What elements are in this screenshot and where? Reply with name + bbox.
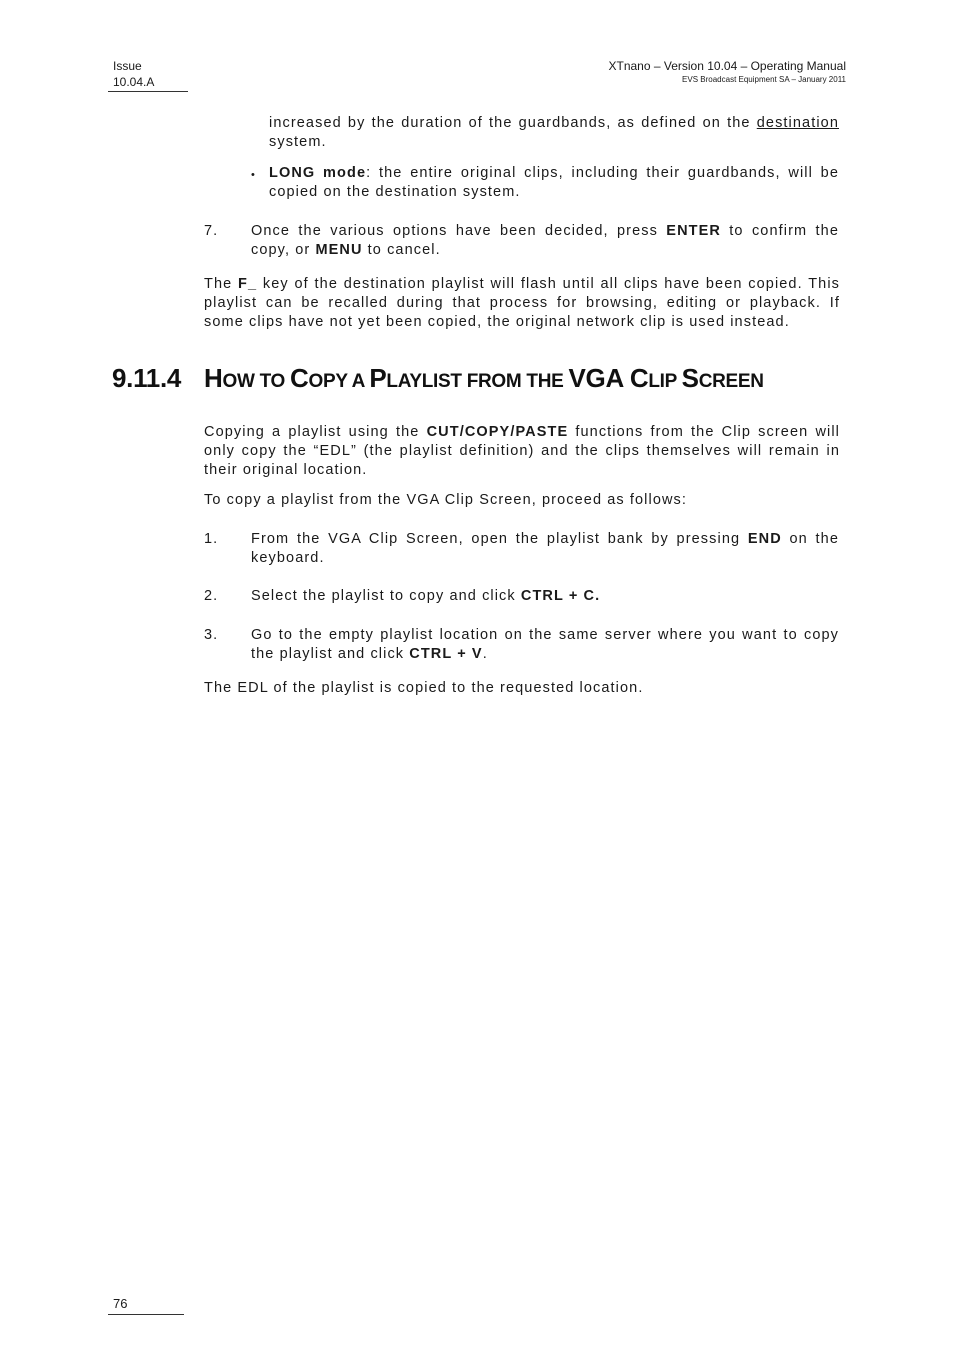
step-1-number: 1. (204, 531, 219, 547)
section-number: 9.11.4 (112, 363, 182, 393)
destination-term: destination (756, 115, 839, 131)
result-paragraph: The EDL of the playlist is copied to the requested location. (204, 680, 644, 696)
footer-rule (108, 1314, 184, 1315)
bullet-glyph: • (251, 169, 256, 181)
step-2-text: Select the playlist to copy and click CTRL + C. (251, 588, 601, 604)
step-7-text: Once the various options have been decided, press ENTER to confirm the copy, or MENU to cancel. (251, 223, 839, 258)
doc-title: XTnano – Version 10.04 – Operating Manual (608, 59, 846, 73)
continued-paragraph: increased by the duration of the guardbands, as defined on the destination system. (269, 115, 839, 150)
step-3-text: Go to the empty playlist location on the same server where you want to copy the playlist and click CTRL + V. (251, 627, 839, 662)
step-7-number: 7. (204, 223, 219, 239)
doc-title-block (609, 58, 847, 85)
issue-value: 10.04.A (113, 75, 155, 89)
step-3-number: 3. (204, 627, 219, 643)
section-heading: 9.11.4 HOW TO COPY A PLAYLIST FROM THE VGA CLIP SCREEN (112, 363, 764, 393)
issue-label: Issue (113, 59, 142, 73)
procedure-intro: To copy a playlist from the VGA Clip Screen, proceed as follows: (204, 492, 688, 508)
issue-block (113, 58, 154, 90)
page-number: 76 (113, 1296, 128, 1311)
long-mode-item: LONG mode: the entire original clips, including their guardbands, will be copied on the destination system. (269, 165, 839, 200)
f-key-paragraph: The F_ key of the destination playlist will flash until all clips have been copied. This playlist can be recalled during that process for browsing, editing or playback. If some clips have not yet been copied, the original network clip is used instead. (204, 276, 840, 330)
doc-subtitle: EVS Broadcast Equipment SA – January 2011 (682, 75, 846, 84)
step-1-text: From the VGA Clip Screen, open the playlist bank by pressing END on the keyboard. (251, 531, 839, 566)
header-rule (108, 91, 188, 92)
intro-paragraph: Copying a playlist using the CUT/COPY/PASTE functions from the Clip screen will only copy the “EDL” (the playlist definition) and the clips themselves will remain in their original location. (204, 424, 840, 478)
step-2-number: 2. (204, 588, 219, 604)
